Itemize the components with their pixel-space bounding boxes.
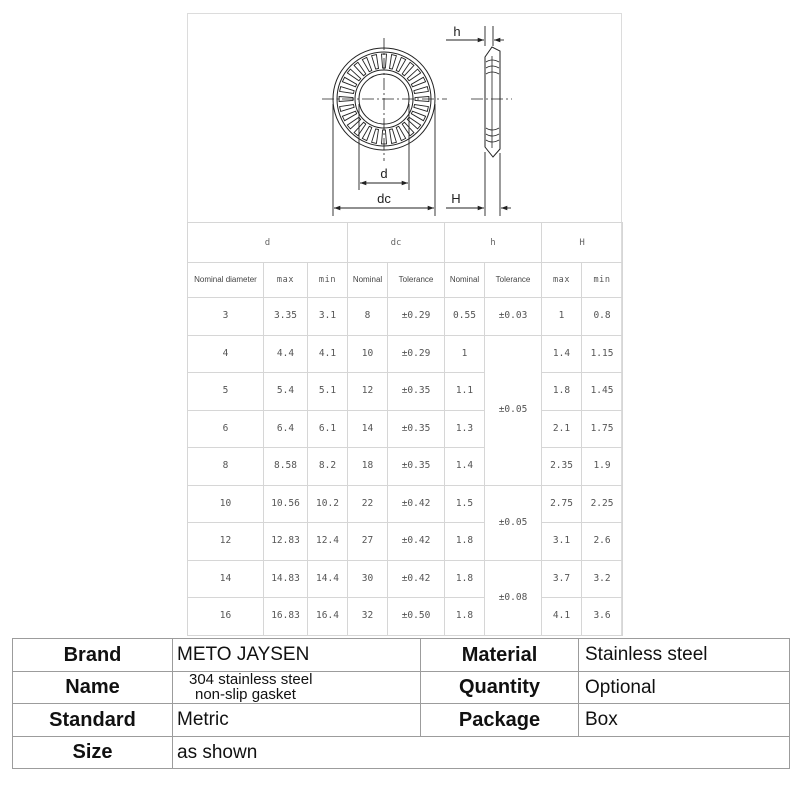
serration-tooth	[390, 129, 397, 144]
cell-H-max: 1.4	[542, 335, 582, 373]
header-H: H	[542, 223, 623, 263]
name-value	[173, 671, 421, 704]
serration-tooth	[340, 105, 355, 112]
serration-tooth	[411, 77, 425, 87]
cell-H-min: 1.15	[582, 335, 623, 373]
cell-dc-nominal: 14	[348, 410, 388, 448]
cell-h-nominal: 1.1	[445, 373, 485, 411]
material-label: Material	[421, 639, 579, 672]
serration-tooth	[411, 111, 425, 121]
cell-h-tolerance: ±0.03	[485, 298, 542, 336]
label-dc: dc	[377, 191, 391, 206]
subheader-h-nominal: Nominal	[445, 263, 485, 298]
cell-H-min: 2.6	[582, 523, 623, 561]
cell-d-min: 8.2	[308, 448, 348, 486]
serration-tooth	[342, 111, 356, 121]
header-d: d	[188, 223, 348, 263]
cell-d-nominal: 8	[188, 448, 264, 486]
cell-h-nominal: 1.8	[445, 598, 485, 636]
cell-d-nominal: 16	[188, 598, 264, 636]
cell-H-max: 3.7	[542, 560, 582, 598]
cell-H-max: 4.1	[542, 598, 582, 636]
serration-tooth	[396, 57, 406, 71]
cell-dc-tolerance: ±0.50	[388, 598, 445, 636]
serration-tooth	[390, 55, 397, 70]
cell-dc-nominal: 18	[348, 448, 388, 486]
cell-d-max: 6.4	[264, 410, 308, 448]
product-info-table	[12, 638, 790, 769]
sub-header-row	[188, 263, 623, 298]
cell-d-min: 16.4	[308, 598, 348, 636]
cell-dc-nominal: 10	[348, 335, 388, 373]
info-row-brand	[13, 639, 790, 672]
washer-technical-drawing	[0, 0, 800, 222]
subheader-h-tolerance: Tolerance	[485, 263, 542, 298]
info-row-name	[13, 671, 790, 704]
info-row-size	[13, 736, 790, 769]
label-H: H	[451, 191, 461, 206]
cell-H-min: 1.9	[582, 448, 623, 486]
subheader-d-nominal-diameter: Nominal diameter	[188, 263, 264, 298]
table-row	[188, 298, 623, 336]
subheader-d-max: max	[264, 263, 308, 298]
package-label: Package	[421, 704, 579, 737]
table-row	[188, 410, 623, 448]
subheader-d-min: min	[308, 263, 348, 298]
cell-dc-nominal: 22	[348, 485, 388, 523]
cell-h-tolerance-merged: ±0.05	[485, 335, 542, 485]
cell-d-max: 3.35	[264, 298, 308, 336]
subheader-H-max: max	[542, 263, 582, 298]
cell-H-min: 3.6	[582, 598, 623, 636]
cell-H-min: 3.2	[582, 560, 623, 598]
side-view	[471, 47, 512, 157]
cell-h-nominal: 0.55	[445, 298, 485, 336]
table-row	[188, 448, 623, 486]
cell-d-max: 4.4	[264, 335, 308, 373]
material-value: Stainless steel	[579, 639, 790, 672]
cell-dc-tolerance: ±0.29	[388, 298, 445, 336]
serration-tooth	[372, 55, 379, 70]
cell-h-nominal: 1.4	[445, 448, 485, 486]
cell-H-max: 1	[542, 298, 582, 336]
table-row	[188, 598, 623, 636]
table-row	[188, 335, 623, 373]
brand-value: METO JAYSEN	[173, 639, 421, 672]
name-value-line-1: 304 stainless steel	[189, 671, 313, 689]
subheader-dc-tolerance: Tolerance	[388, 263, 445, 298]
serration-tooth	[414, 105, 429, 112]
cell-d-min: 5.1	[308, 373, 348, 411]
cell-d-nominal: 6	[188, 410, 264, 448]
table-row	[188, 485, 623, 523]
cell-d-max: 8.58	[264, 448, 308, 486]
cell-dc-tolerance: ±0.35	[388, 410, 445, 448]
cell-d-min: 6.1	[308, 410, 348, 448]
dimension-spec-table	[187, 222, 623, 636]
cell-H-max: 2.75	[542, 485, 582, 523]
front-view	[322, 38, 447, 161]
cell-d-nominal: 14	[188, 560, 264, 598]
table-row	[188, 560, 623, 598]
cell-h-nominal: 1.8	[445, 560, 485, 598]
label-d: d	[380, 166, 388, 181]
cell-d-max: 10.56	[264, 485, 308, 523]
cell-d-min: 12.4	[308, 523, 348, 561]
package-value: Box	[579, 704, 790, 737]
table-row	[188, 523, 623, 561]
cell-dc-nominal: 27	[348, 523, 388, 561]
cell-d-min: 4.1	[308, 335, 348, 373]
cell-H-max: 2.1	[542, 410, 582, 448]
cell-dc-tolerance: ±0.42	[388, 560, 445, 598]
quantity-label: Quantity	[421, 671, 579, 704]
standard-label: Standard	[13, 704, 173, 737]
cell-d-nominal: 4	[188, 335, 264, 373]
cell-h-nominal: 1.3	[445, 410, 485, 448]
cell-d-min: 14.4	[308, 560, 348, 598]
cell-dc-tolerance: ±0.42	[388, 485, 445, 523]
cell-H-max: 1.8	[542, 373, 582, 411]
table-row	[188, 373, 623, 411]
cell-d-max: 12.83	[264, 523, 308, 561]
cell-H-min: 1.45	[582, 373, 623, 411]
cell-d-max: 14.83	[264, 560, 308, 598]
cell-dc-tolerance: ±0.35	[388, 448, 445, 486]
cell-dc-nominal: 32	[348, 598, 388, 636]
cell-dc-tolerance: ±0.29	[388, 335, 445, 373]
cell-H-min: 1.75	[582, 410, 623, 448]
serration-tooth	[396, 126, 406, 140]
info-row-standard	[13, 704, 790, 737]
cell-H-min: 0.8	[582, 298, 623, 336]
cell-d-max: 5.4	[264, 373, 308, 411]
subheader-H-min: min	[582, 263, 623, 298]
cell-d-nominal: 12	[188, 523, 264, 561]
dimension-H	[446, 152, 511, 216]
cell-d-min: 3.1	[308, 298, 348, 336]
serration-tooth	[342, 77, 356, 87]
label-h: h	[453, 24, 461, 39]
serration-tooth	[414, 87, 429, 94]
serration-tooth	[362, 126, 372, 140]
size-value: as shown	[173, 736, 790, 769]
serration-tooth	[372, 129, 379, 144]
header-dc: dc	[348, 223, 445, 263]
cell-d-nominal: 5	[188, 373, 264, 411]
cell-dc-nominal: 30	[348, 560, 388, 598]
cell-H-min: 2.25	[582, 485, 623, 523]
cell-dc-nominal: 12	[348, 373, 388, 411]
cell-dc-tolerance: ±0.35	[388, 373, 445, 411]
subheader-dc-nominal: Nominal	[348, 263, 388, 298]
standard-value: Metric	[173, 704, 421, 737]
cell-h-nominal: 1.8	[445, 523, 485, 561]
name-value-line-2: non-slip gasket	[195, 686, 296, 704]
size-label: Size	[13, 736, 173, 769]
quantity-value: Optional	[579, 671, 790, 704]
cell-dc-nominal: 8	[348, 298, 388, 336]
cell-d-nominal: 3	[188, 298, 264, 336]
serration-tooth	[340, 87, 355, 94]
cell-h-nominal: 1.5	[445, 485, 485, 523]
cell-H-max: 2.35	[542, 448, 582, 486]
brand-label: Brand	[13, 639, 173, 672]
cell-h-nominal: 1	[445, 335, 485, 373]
group-header-row	[188, 223, 623, 263]
cell-d-max: 16.83	[264, 598, 308, 636]
name-label: Name	[13, 671, 173, 704]
header-h: h	[445, 223, 542, 263]
cell-h-tolerance-merged: ±0.05	[485, 485, 542, 560]
cell-d-min: 10.2	[308, 485, 348, 523]
cell-H-max: 3.1	[542, 523, 582, 561]
cell-dc-tolerance: ±0.42	[388, 523, 445, 561]
cell-d-nominal: 10	[188, 485, 264, 523]
cell-h-tolerance-merged: ±0.08	[485, 560, 542, 635]
serration-tooth	[362, 57, 372, 71]
